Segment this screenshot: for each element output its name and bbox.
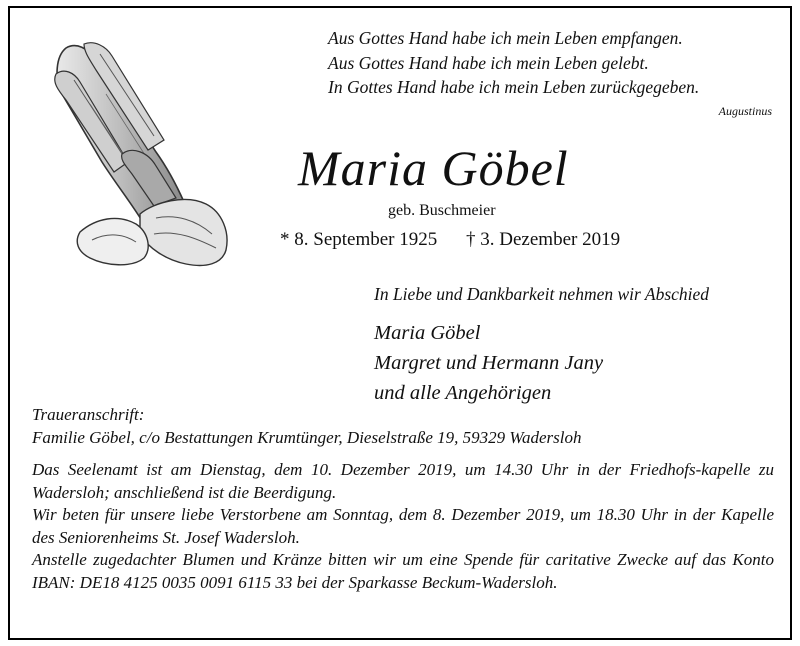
farewell-text: In Liebe und Dankbarkeit nehmen wir Abschied <box>374 284 710 304</box>
notice-paragraph: Anstelle zugedachter Blumen und Kränze bitten wir um eine Spende für caritative Zwecke auf das Konto IBAN: DE18 4125 0035 0091 6115 33 bei der Sparkasse Beckum-Wadersloh. <box>32 550 774 592</box>
poem-author: Augustinus <box>718 104 772 118</box>
poem-line: Aus Gottes Hand habe ich mein Leben empfangen. <box>328 28 683 48</box>
maiden-name: geb. Buschmeier <box>388 202 496 219</box>
birth-date: * 8. September 1925 <box>280 229 438 250</box>
poem-line: In Gottes Hand habe ich mein Leben zurückgegeben. <box>328 77 700 97</box>
mourner: Maria Göbel <box>374 322 481 344</box>
life-dates <box>280 229 620 251</box>
poem <box>328 26 699 100</box>
address-label: Traueranschrift: <box>32 405 145 424</box>
notice-body <box>32 404 774 594</box>
address-line: Familie Göbel, c/o Bestattungen Krumtünger, Dieselstraße 19, 59329 Wadersloh <box>32 427 582 447</box>
praying-hands-icon <box>36 34 236 270</box>
notice-paragraph: Das Seelenamt ist am Dienstag, dem 10. Dezember 2019, um 14.30 Uhr in der Friedhofs-kapelle zu Wadersloh; anschließend ist die Beerdigung. <box>32 460 774 502</box>
notice-paragraph: Wir beten für unsere liebe Verstorbene am Sonntag, dem 8. Dezember 2019, um 18.30 Uhr in der Kapelle des Seniorenheims St. Josef Wadersloh. <box>32 505 774 547</box>
poem-line: Aus Gottes Hand habe ich mein Leben gelebt. <box>328 52 649 73</box>
mourners-list <box>374 318 603 408</box>
deceased-name: Maria Göbel <box>298 140 569 196</box>
death-date: † 3. Dezember 2019 <box>466 229 621 250</box>
mourner: und alle Angehörigen <box>374 382 552 404</box>
mourner: Margret und Hermann Jany <box>374 352 604 374</box>
obituary-notice <box>8 6 792 640</box>
